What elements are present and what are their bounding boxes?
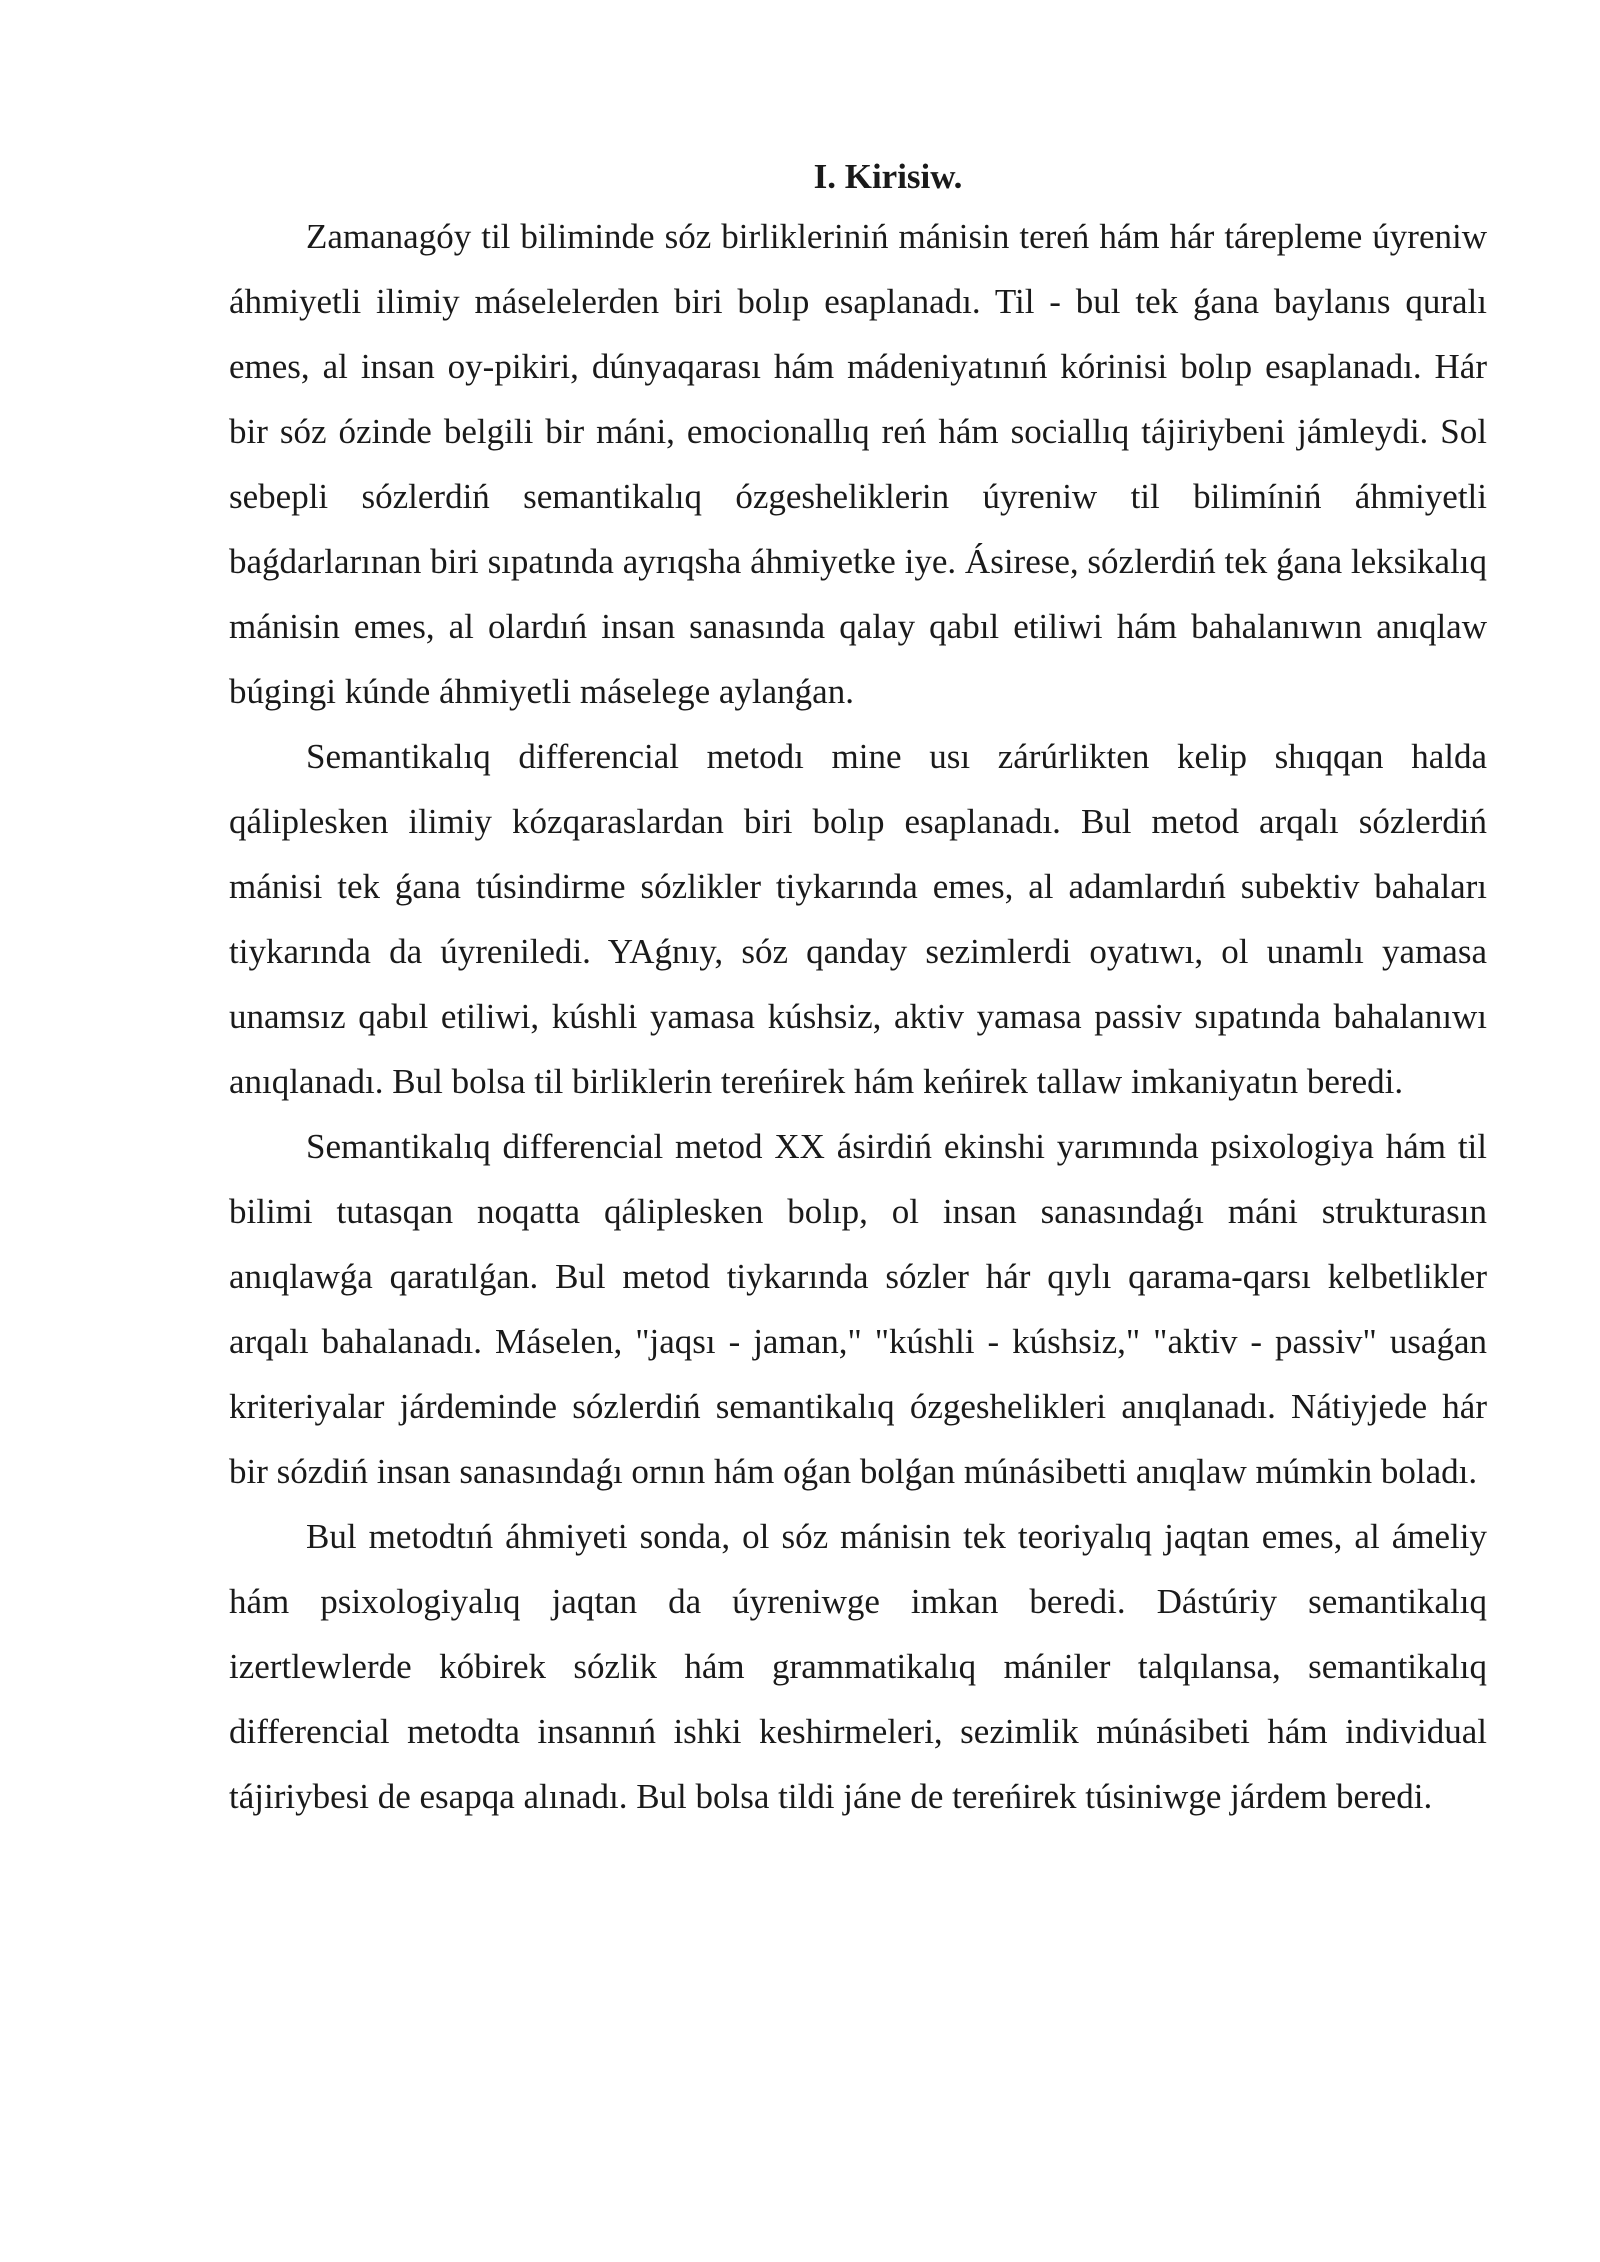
paragraph-2: Semantikalıq differencial metodı mine usı zárúrlikten kelip shıqqan halda qáliplesken ilimiy kózqaraslardan biri bolıp esaplanadı. Bul metod arqalı sózlerdiń mánisi tek ǵana túsindirme sózlikler tiykarında emes, al adamlardıń subektiv bahaları tiykarında da úyreniledi. YAǵnıy, sóz qanday sezimlerdi oyatıwı, ol unamlı yamasa unamsız qabıl etiliwi, kúshli yamasa kúshsiz, aktiv yamasa passiv sıpatında bahalanıwı anıqlanadı. Bul bolsa til birliklerin tereńirek hám keńirek tallaw imkaniyatın beredi. [229, 737, 1487, 1101]
paragraph-4: Bul metodtıń áhmiyeti sonda, ol sóz mánisin tek teoriyalıq jaqtan emes, al ámeliy hám psixologiyalıq jaqtan da úyreniwge imkan beredi. Dástúriy semantikalıq izertlewlerde kóbirek sózlik hám grammatikalıq mániler talqılansa, semantikalıq differencial metodta insannıń ishki keshirmeleri, sezimlik múnásibeti hám individual tájiriybesi de esapqa alınadı. Bul bolsa tildi jáne de tereńirek túsiniwge járdem beredi. [229, 1517, 1487, 1816]
document-body [229, 150, 1487, 1829]
paragraph-3: Semantikalıq differencial metod XX ásirdiń ekinshi yarımında psixologiya hám til bilimi tutasqan noqatta qáliplesken bolıp, ol insan sanasındaǵı máni strukturasın anıqlawǵa qaratılǵan. Bul metod tiykarında sózler hár qıylı qarama-qarsı kelbetlikler arqalı bahalanadı. Máselen, "jaqsı - jaman," "kúshli - kúshsiz," "aktiv - passiv" usaǵan kriteriyalar járdeminde sózlerdiń semantikalıq ózgeshelikleri anıqlanadı. Nátiyjede hár bir sózdiń insan sanasındaǵı ornın hám oǵan bolǵan múnásibetti anıqlaw múmkin boladı. [229, 1127, 1487, 1491]
paragraph-1: Zamanagóy til biliminde sóz birlikleriniń mánisin tereń hám hár tárepleme úyreniw áhmiyetli ilimiy máselelerden biri bolıp esaplanadı. Til - bul tek ǵana baylanıs quralı emes, al insan oy-pikiri, dúnyaqarası hám mádeniyatınıń kórinisi bolıp esaplanadı. Hár bir sóz ózinde belgili bir máni, emocionallıq reń hám sociallıq tájiriybeni jámleydi. Sol sebepli sózlerdiń semantikalıq ózgesheliklerin úyreniw til bilimíniń áhmiyetli baǵdarlarınan biri sıpatında ayrıqsha áhmiyetke iye. Ásirese, sózlerdiń tek ǵana leksikalıq mánisin emes, al olardıń insan sanasında qalay qabıl etiliwi hám bahalanıwın anıqlaw búgingi kúnde áhmiyetli máselege aylanǵan. [229, 217, 1487, 711]
section-title: I. Kirisiw. [813, 157, 963, 196]
